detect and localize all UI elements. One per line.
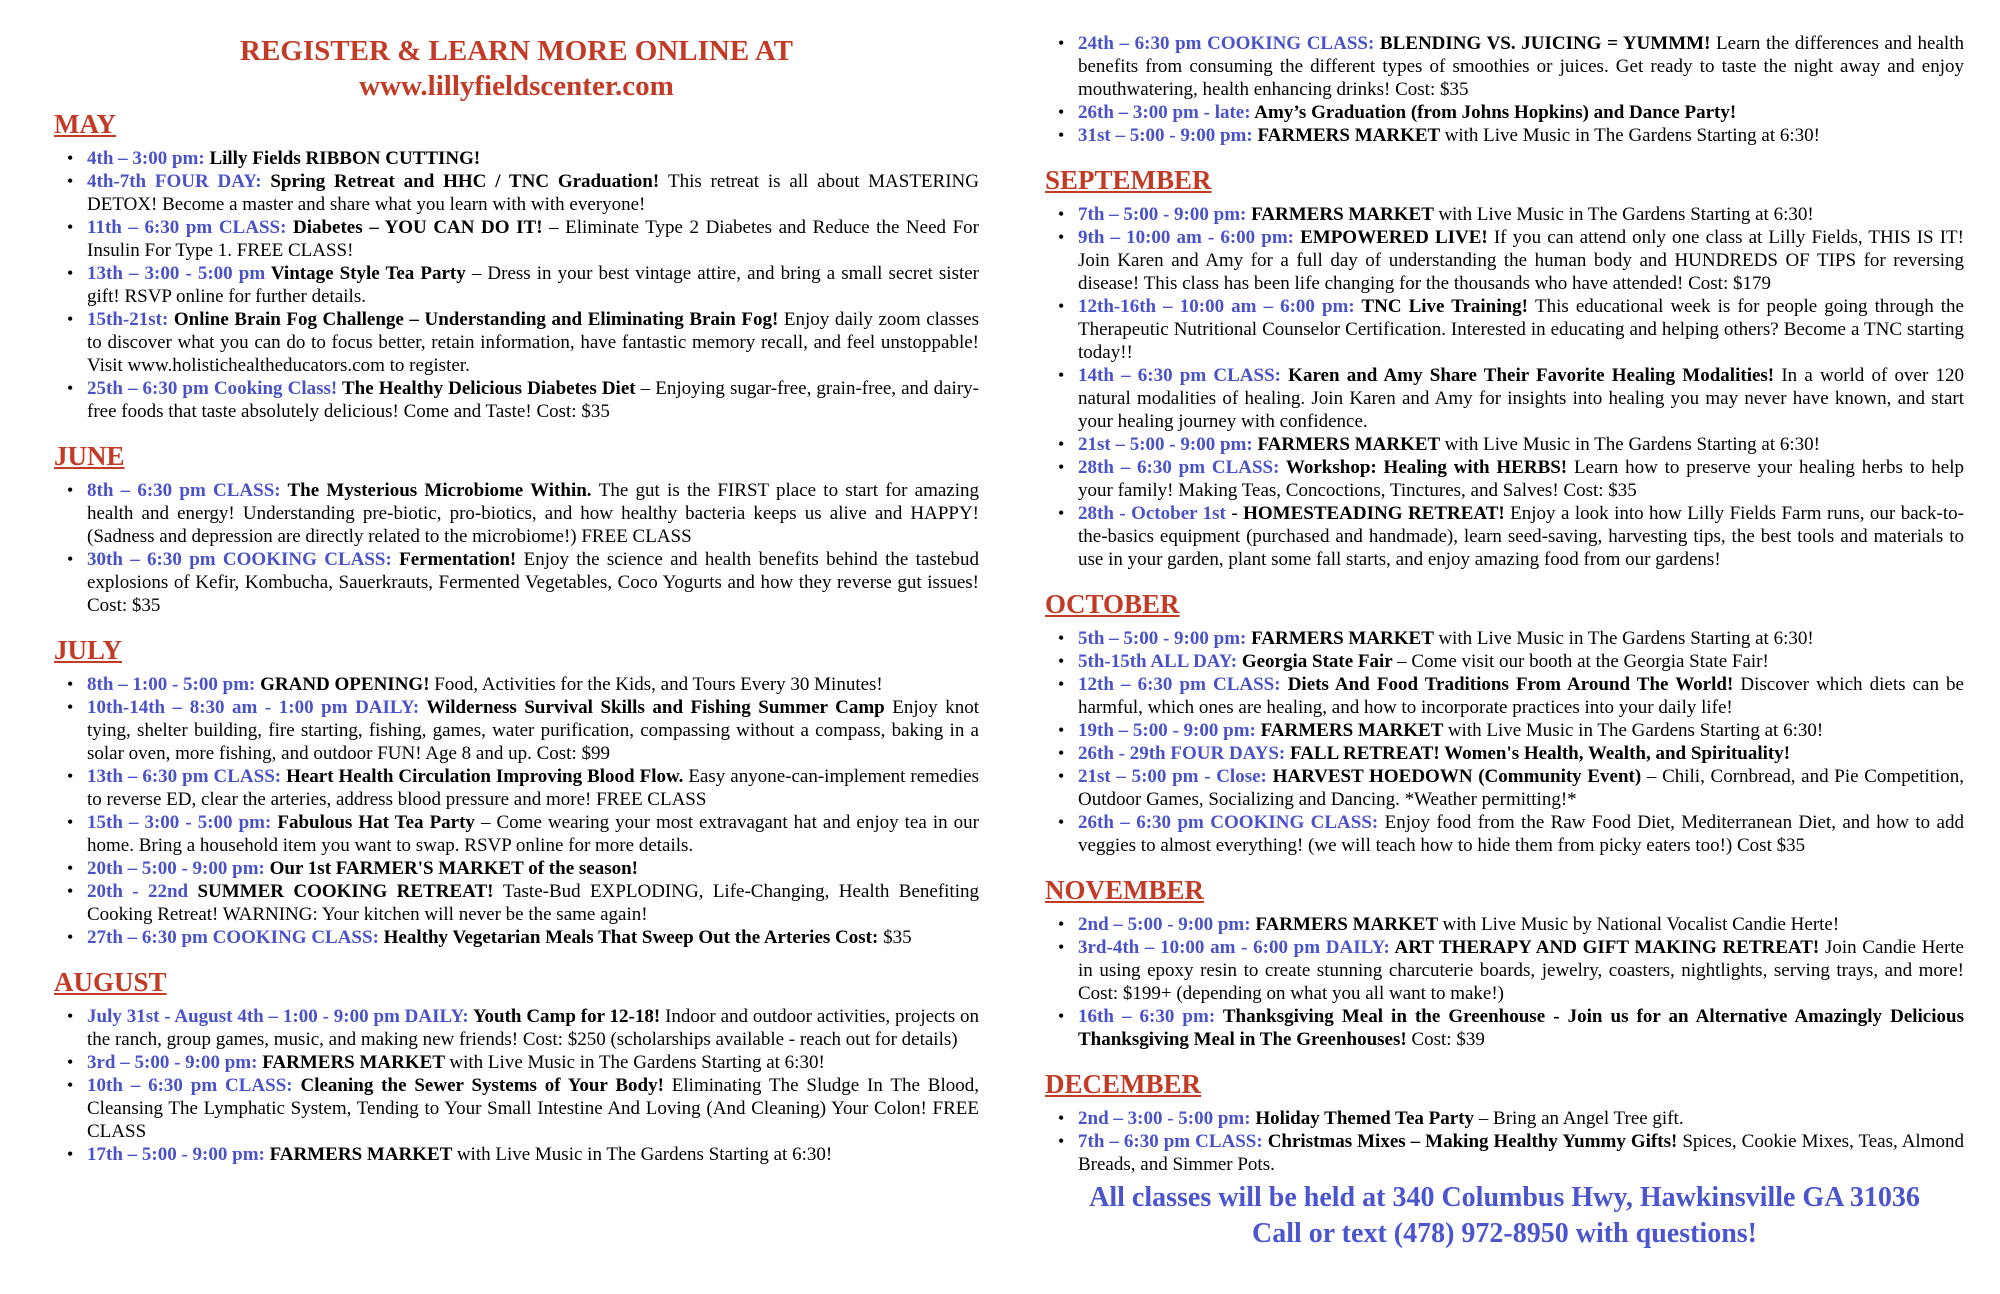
event-desc: Learn the differences and health benefits from consuming the different types of smoothies or juices. Get ready to taste the night away and enjoy mouthwatering, health enhancing drinks! Cost: $35 [1078,33,1964,100]
event-title: Amy’s Graduation (from Johns Hopkins) and Dance Party! [1254,102,1737,123]
event-list-july [54,673,979,949]
event-desc: with Live Music by National Vocalist Candie Herte! [1442,914,1840,935]
event-date: 7th – 6:30 pm CLASS: [1078,1131,1268,1152]
event-date: 3rd-4th – 10:00 am - 6:00 pm DAILY: [1078,937,1395,958]
event-item [54,1005,979,1051]
event-desc: Discover which diets can be harmful, which ones are healing, and how to incorporate practices into your daily life! [1078,674,1964,718]
event-mid: - [1231,503,1244,524]
event-date: 2nd – 5:00 - 9:00 pm: [1078,914,1256,935]
left-sections [54,108,979,1166]
header-website-url: www.lillyfieldscenter.com [359,70,674,102]
event-date: 14th – 6:30 pm CLASS: [1078,365,1289,386]
event-title: FARMERS MARKET [1251,628,1439,649]
event-date: 25th – 6:30 pm Cooking Class! [87,378,342,399]
event-desc: Easy anyone-can-implement remedies to reverse ED, clear the arteries, address blood pressure and more! FREE CLASS [87,766,979,810]
month-heading-december: DECEMBER [1045,1069,1202,1099]
footer-phone-line: Call or text (478) 972-8950 with questions! [1251,1218,1757,1249]
event-date: 27th – 6:30 pm COOKING CLASS: [87,927,384,948]
event-item [1045,913,1964,936]
event-item [1045,1130,1964,1176]
right-column [1045,32,1964,1252]
event-item [54,147,979,170]
event-date: 13th – 6:30 pm CLASS: [87,766,287,787]
month-heading-june: JUNE [54,441,125,471]
event-title: BLENDING VS. JUICING = YUMMM! [1379,33,1717,54]
event-date: 16th – 6:30 pm: [1078,1006,1223,1027]
header-register-line: REGISTER & LEARN MORE ONLINE AT [240,35,793,67]
event-date: 21st – 5:00 pm - Close: [1078,766,1273,787]
month-heading-august: AUGUST [54,967,167,997]
event-item [54,857,979,880]
event-item [1045,364,1964,433]
event-title: Thanksgiving Meal in the Greenhouse - Join us for an Alternative Amazingly Delicious Thanksgiving Meal in The Greenhouses! [1078,1006,1964,1050]
event-list-august [54,1005,979,1166]
event-list-august-continued [1045,32,1964,147]
event-item [1045,719,1964,742]
event-desc: – Come visit our booth at the Georgia State Fair! [1397,651,1769,672]
event-item [54,696,979,765]
event-title: FARMERS MARKET [269,1144,457,1165]
event-title: FARMERS MARKET [1257,125,1445,146]
event-date: 5th – 5:00 - 9:00 pm: [1078,628,1252,649]
event-date: 5th-15th ALL DAY: [1078,651,1242,672]
event-item [54,308,979,377]
event-title: HARVEST HOEDOWN (Community Event) [1272,766,1647,787]
event-title: SUMMER COOKING RETREAT! [197,881,503,902]
event-desc: Enjoy food from the Raw Food Diet, Mediterranean Diet, and how to add veggies to almost everything! (we will teach how to hide them from picky eaters too!) Cost $35 [1078,812,1964,856]
event-date: 28th - October 1st [1078,503,1232,524]
event-desc: with Live Music in The Gardens Starting at 6:30! [449,1052,825,1073]
month-heading-july: JULY [54,635,123,665]
event-item [1045,650,1964,673]
event-item [1045,502,1964,571]
event-item [54,170,979,216]
event-item [1045,456,1964,502]
event-title: FALL RETREAT! Women's Health, Wealth, and Spirituality! [1290,743,1791,764]
event-title: Diabetes – YOU CAN DO IT! [292,217,550,238]
month-heading-september: SEPTEMBER [1045,165,1212,195]
event-date: 15th-21st: [87,309,174,330]
event-desc: Enjoy the science and health benefits behind the tastebud explosions of Kefir, Kombucha, Sauerkrauts, Fermented Vegetables, Coco Yogurts and how they reverse gut issues! Cost: $35 [87,549,979,616]
event-date: 17th – 5:00 - 9:00 pm: [87,1144,270,1165]
event-date: 31st – 5:00 - 9:00 pm: [1078,125,1258,146]
event-title: Cleaning the Sewer Systems of Your Body! [300,1075,672,1096]
footer-address-line: All classes will be held at 340 Columbus Hwy, Hawkinsville GA 31036 [1089,1182,1920,1213]
event-desc: with Live Music in The Gardens Starting at 6:30! [456,1144,833,1165]
event-desc: Enjoy a look into how Lilly Fields Farm runs, our back-to-the-basics equipment (purchased and handmade), learn seed-saving, harvesting tips, the best tools and materials to use in your garden, plant some fall starts, and enjoy amazing food from our gardens! [1078,503,1964,570]
event-item [54,880,979,926]
event-title: Youth Camp for 12-18! [472,1006,666,1027]
event-item [1045,742,1964,765]
event-date: 21st – 5:00 - 9:00 pm: [1078,434,1258,455]
event-desc: Enjoy daily zoom classes to discover what you can do to focus better, retain information, have fantastic memory recall, and feel unstoppable! Visit www.holistichealtheducators.com to register. [87,309,979,376]
event-item [1045,433,1964,456]
event-title: HOMESTEADING RETREAT! [1243,503,1511,524]
event-desc: Spices, Cookie Mixes, Teas, Almond Breads, and Simmer Pots. [1078,1131,1964,1175]
month-heading-october: OCTOBER [1045,589,1180,619]
event-title: Fabulous Hat Tea Party [277,812,481,833]
event-item [54,811,979,857]
event-desc: If you can attend only one class at Lilly Fields, THIS IS IT! Join Karen and Amy for a full day of understanding the human body and HUNDREDS OF TIPS for reversing disease! This class has been life changing for the thousands who have attended! Cost: $179 [1078,227,1964,294]
event-date: July 31st - August 4th – 1:00 - 9:00 pm DAILY: [87,1006,473,1027]
event-date: 4th-7th FOUR DAY: [87,171,271,192]
event-title: Georgia State Fair [1241,651,1398,672]
event-desc: Food, Activities for the Kids, and Tours Every 30 Minutes! [434,674,883,695]
event-title: FARMERS MARKET [1260,720,1448,741]
event-item [54,1143,979,1166]
event-desc: Cost: $39 [1411,1029,1485,1050]
event-list-may [54,147,979,423]
event-title: Healthy Vegetarian Meals That Sweep Out the Arteries Cost: [383,927,884,948]
event-title: Holiday Themed Tea Party [1255,1108,1479,1129]
event-item [54,673,979,696]
event-desc: with Live Music in The Gardens Starting at 6:30! [1444,125,1821,146]
event-date: 2nd – 3:00 - 5:00 pm: [1078,1108,1256,1129]
event-desc: Enjoy knot tying, shelter building, fire starting, fishing, games, water purification, compassing without a compass, baking in a solar oven, more fishing, and outdoor FUN! Age 8 and up. Cost: $99 [87,697,979,764]
event-date: 28th – 6:30 pm CLASS: [1078,457,1286,478]
event-date: 9th – 10:00 am - 6:00 pm: [1078,227,1301,248]
event-desc: This educational week is for people going through the Therapeutic Nutritional Counselor Certification. Interested in educating and helping others? Become a TNC starting today!! [1078,296,1964,363]
event-date: 8th – 6:30 pm CLASS: [87,480,288,501]
event-item [54,548,979,617]
event-title: Wilderness Survival Skills and Fishing Summer Camp [426,697,893,718]
event-title: Spring Retreat and HHC / TNC Graduation! [270,171,668,192]
event-date: 26th – 6:30 pm COOKING CLASS: [1078,812,1385,833]
event-date: 8th – 1:00 - 5:00 pm: [87,674,261,695]
event-item [54,765,979,811]
event-date: 4th – 3:00 pm: [87,148,210,169]
event-date: 3rd – 5:00 - 9:00 pm: [87,1052,263,1073]
event-title: Christmas Mixes – Making Healthy Yummy Gifts! [1267,1131,1683,1152]
event-date: 11th – 6:30 pm CLASS: [87,217,293,238]
event-date: 12th-16th – 10:00 am – 6:00 pm: [1078,296,1362,317]
event-title: FARMERS MARKET [262,1052,450,1073]
event-item [1045,673,1964,719]
event-desc: Learn how to preserve your healing herbs to help your family! Making Teas, Concoctions, Tinctures, and Salves! Cost: $35 [1078,457,1964,501]
event-title: Fermentation! [399,549,524,570]
event-desc: – Eliminate Type 2 Diabetes and Reduce the Need For Insulin For Type 1. FREE CLASS! [87,217,979,261]
event-item [1045,32,1964,101]
event-desc: In a world of over 120 natural modalities of healing. Join Karen and Amy for insights into healing you may never have known, and start your healing journey with confidence. [1078,365,1964,432]
event-title: Workshop: Healing with HERBS! [1285,457,1574,478]
event-title: Heart Health Circulation Improving Blood Flow. [286,766,689,787]
event-title: ART THERAPY AND GIFT MAKING RETREAT! [1394,937,1825,958]
event-list-december [1045,1107,1964,1176]
event-item [1045,101,1964,124]
event-item [1045,226,1964,295]
page-footer [1045,1180,1964,1252]
event-item [1045,124,1964,147]
event-date: 30th – 6:30 pm COOKING CLASS: [87,549,400,570]
event-date: 7th – 5:00 - 9:00 pm: [1078,204,1252,225]
event-title: Diets And Food Traditions From Around The World! [1287,674,1741,695]
event-desc: Join Candie Herte in using epoxy resin to create stunning charcuterie boards, jewelry, coasters, nightlights, serving trays, and more! Cost: $199+ (depending on what you all want to make!) [1078,937,1964,1004]
event-item [54,216,979,262]
event-item [1045,1107,1964,1130]
event-item [1045,765,1964,811]
event-title: Lilly Fields RIBBON CUTTING! [209,148,481,169]
event-item [1045,936,1964,1005]
event-date: 26th - 29th FOUR DAYS: [1078,743,1291,764]
event-date: 24th – 6:30 pm COOKING CLASS: [1078,33,1380,54]
event-desc: with Live Music in The Gardens Starting at 6:30! [1438,628,1814,649]
event-title: Karen and Amy Share Their Favorite Healing Modalities! [1288,365,1782,386]
event-desc: This retreat is all about MASTERING DETOX! Become a master and share what you learn with with everyone! [87,171,979,215]
event-title: The Mysterious Microbiome Within. [287,480,599,501]
event-item [54,1051,979,1074]
event-title: Online Brain Fog Challenge – Understanding and Eliminating Brain Fog! [173,309,784,330]
event-title: FARMERS MARKET [1257,434,1445,455]
event-list-november [1045,913,1964,1051]
event-desc: Taste-Bud EXPLODING, Life-Changing, Health Benefiting Cooking Retreat! WARNING: Your kitchen will never be the same again! [87,881,979,925]
event-date: 20th - 22nd [87,881,198,902]
event-item [54,1074,979,1143]
event-desc: The gut is the FIRST place to start for amazing health and energy! Understanding pre-biotic, pro-biotics, and how healthy bacteria keeps us alive and HAPPY! (Sadness and depression are directly related to the microbiome!) FREE CLASS [87,480,979,547]
event-desc: with Live Music in The Gardens Starting at 6:30! [1438,204,1814,225]
event-item [54,262,979,308]
left-column [54,32,979,1252]
event-item [54,479,979,548]
event-desc: – Chili, Cornbread, and Pie Competition, Outdoor Games, Socializing and Dancing. *Weather permitting!* [1078,766,1964,810]
event-item [54,926,979,949]
month-heading-may: MAY [54,109,117,139]
event-date: 26th – 3:00 pm - late: [1078,102,1255,123]
event-desc: Indoor and outdoor activities, projects on the ranch, group games, music, and making new friends! Cost: $250 (scholarships available - reach out for details) [87,1006,980,1050]
event-desc: – Enjoying sugar-free, grain-free, and dairy-free foods that taste absolutely delicious! Come and Taste! Cost: $35 [87,378,979,422]
event-title: FARMERS MARKET [1251,204,1439,225]
event-list-october [1045,627,1964,857]
page-header [54,34,979,104]
event-date: 20th – 5:00 - 9:00 pm: [87,858,270,879]
event-desc: – Bring an Angel Tree gift. [1478,1108,1684,1129]
event-title: TNC Live Training! [1361,296,1535,317]
event-item [54,377,979,423]
event-desc: – Dress in your best vintage attire, and bring a small secret sister gift! RSVP online for further details. [87,263,979,307]
event-item [1045,1005,1964,1051]
event-title: Our 1st FARMER'S MARKET of the season! [269,858,639,879]
event-date: 13th – 3:00 - 5:00 pm [87,263,271,284]
event-date: 12th – 6:30 pm CLASS: [1078,674,1288,695]
event-title: Vintage Style Tea Party [270,263,472,284]
right-sections [1045,32,1964,1176]
event-item [1045,811,1964,857]
event-item [1045,203,1964,226]
event-item [1045,627,1964,650]
event-item [1045,295,1964,364]
event-desc: $35 [883,927,912,948]
event-desc: with Live Music in The Gardens Starting at 6:30! [1447,720,1824,741]
event-list-june [54,479,979,617]
event-desc: – Come wearing your most extravagant hat and enjoy tea in our home. Bring a household item you want to swap. RSVP online for more details. [87,812,979,856]
event-title: FARMERS MARKET [1255,914,1443,935]
event-list-september [1045,203,1964,571]
event-date: 15th – 3:00 - 5:00 pm: [87,812,278,833]
event-title: GRAND OPENING! [260,674,435,695]
event-date: 10th-14th – 8:30 am - 1:00 pm DAILY: [87,697,427,718]
event-desc: with Live Music in The Gardens Starting at 6:30! [1444,434,1821,455]
event-date: 19th – 5:00 - 9:00 pm: [1078,720,1261,741]
month-heading-november: NOVEMBER [1045,875,1205,905]
event-desc: Eliminating The Sludge In The Blood, Cleansing The Lymphatic System, Tending to Your Small Intestine And Loving (And Cleaning) Your Colon! FREE CLASS [87,1075,979,1142]
event-title: EMPOWERED LIVE! [1300,227,1494,248]
event-title: The Healthy Delicious Diabetes Diet [341,378,641,399]
event-date: 10th – 6:30 pm CLASS: [87,1075,301,1096]
